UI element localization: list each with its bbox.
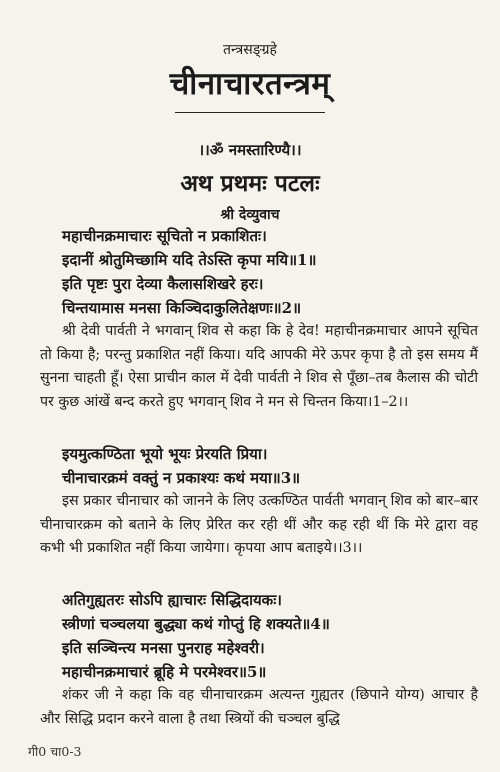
page-signature: गी0 चा0-3 <box>28 744 82 759</box>
verse-line: इति सञ्चिन्त्य मनसा पुनराह महेश्वरी। <box>62 639 265 657</box>
verse-line: चीनाचारक्रमं वक्तुं न प्रकाश्यः कथं मया॥3॥ <box>62 469 301 487</box>
verse-line: इति पृष्टः पुरा देव्या कैलासशिखरे हरः। <box>62 275 264 293</box>
verse-line: इदानीं श्रोतुमिच्छामि यदि तेऽस्ति कृपा मयि॥1॥ <box>62 251 317 269</box>
invocation: ।।ॐ नमस्तारिण्यै।। <box>198 141 302 159</box>
commentary-2 <box>40 490 478 561</box>
commentary-3 <box>40 684 478 731</box>
verse-line: अतिगुह्यतरः सोऽपि ह्याचारः सिद्धिदायकः। <box>62 591 282 609</box>
speaker-label: श्री देव्युवाच <box>220 207 280 223</box>
verse-block-1 <box>62 224 462 320</box>
chapter-heading: अथ प्रथमः पटलः <box>180 170 320 197</box>
commentary-1 <box>40 320 478 415</box>
title-underline <box>175 112 325 113</box>
verse-line: चिन्तयामास मनसा किञ्चिदाकुलितेक्षणः॥2॥ <box>62 299 302 317</box>
commentary-text: श्री देवी पार्वती ने भगवान् शिव से कहा कि हे देव! महाचीनक्रमाचार आपने सूचित तो किया है; परन्तु प्रकाशित नहीं किया। यदि आपकी मेरे ऊपर कृपा है तो इस समय मैं सुनना चाहती हूँ। ऐसा प्राचीन काल में देवी पार्वती ने शिव से पूँछा–तब कैलास की चोटी पर कुछ आंखें बन्द करते हुए भगवान् शिव ने मन से चिन्तन किया।1–2।। <box>40 323 478 411</box>
verse-line: महाचीनक्रमाचारं ब्रूहि मे परमेश्वर॥5॥ <box>62 663 267 681</box>
verse-line: महाचीनक्रमाचारः सूचितो न प्रकाशितः। <box>62 227 267 245</box>
verse-block-2 <box>62 442 462 490</box>
verse-line: स्त्रीणां चञ्चलया बुद्ध्या कथं गोप्तुं हि शक्यते॥4॥ <box>62 615 330 633</box>
verse-block-3 <box>62 588 462 684</box>
commentary-text: शंकर जी ने कहा कि वह चीनाचारक्रम अत्यन्त गुह्यतर (छिपाने योग्य) आचार है और सिद्धि प्रदान करने वाला है तथा स्त्रियों की चञ्चल बुद्धि <box>40 687 478 727</box>
page-title: चीनाचारतन्त्रम् <box>169 66 331 102</box>
series-header: तन्त्रसङ्ग्रहे <box>223 42 277 58</box>
commentary-text: इस प्रकार चीनाचार को जानने के लिए उत्कण्ठित पार्वती भगवान् शिव को बार–बार चीनाचारक्रम को बताने के लिए प्रेरित कर रही थीं और कह रही थीं कि मेरे द्वारा वह कभी भी प्रकाशित नहीं किया जायेगा। कृपया आप बताइये।।3।। <box>40 493 478 557</box>
verse-line: इयमुत्कण्ठिता भूयो भूयः प्रेरयति प्रिया। <box>62 445 268 463</box>
